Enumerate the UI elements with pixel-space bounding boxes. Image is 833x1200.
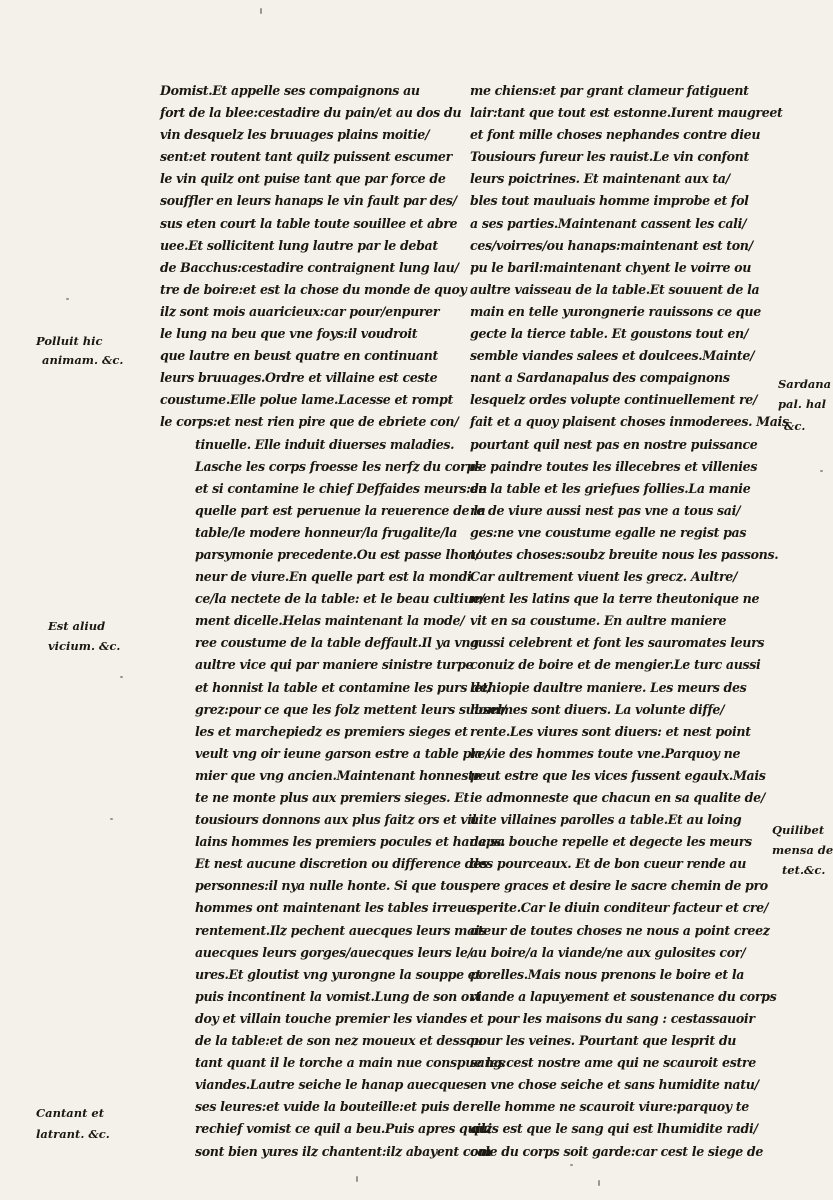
- paper-speck: [356, 1176, 358, 1182]
- text-line: tousiours donnons aux plus faitz ors et vil: [195, 812, 477, 828]
- text-line: re de viure aussi nest pas vne a tous sai/: [470, 502, 741, 518]
- text-line: mier que vng ancien.Maintenant honneste: [195, 767, 482, 783]
- text-line: Domist.Et appelle ses compaignons au: [160, 83, 420, 98]
- text-line: conuiz de boire et de mengier.Le turc aussi: [470, 657, 761, 673]
- text-line: grez:pour ce que les folz mettent leurs subsel/: [195, 701, 506, 717]
- text-line: ment dicelle.Helas maintenant la mode/: [195, 613, 465, 629]
- text-line: sus eten court la table toute souillee et abre: [160, 215, 458, 231]
- text-line: aultre vice qui par maniere sinistre turpe: [195, 657, 474, 673]
- text-line: auecques leurs gorges/auecques leurs le/: [195, 944, 472, 960]
- text-line: de sa bouche repelle et degecte les meurs: [470, 834, 752, 850]
- text-line: souffler en leurs hanaps le vin fault par des/: [160, 193, 457, 209]
- paper-speck: [110, 818, 113, 820]
- margin-note: mensa de: [772, 843, 833, 857]
- paper-speck: [260, 8, 262, 14]
- paper-speck: [120, 676, 123, 678]
- text-line: rentement.Ilz pechent auecques leurs mais: [195, 922, 487, 938]
- text-line: neur de viure.En quelle part est la mondi: [195, 569, 472, 585]
- text-line: pourtant quil nest pas en nostre puissance: [470, 436, 758, 452]
- text-line: ment les latins que la terre theutonique ne: [470, 591, 760, 607]
- text-line: Tousiours fureur les rauist.Le vin confont: [470, 149, 749, 165]
- text-line: lair:tant que tout est estonne.Iurent maugreet: [470, 105, 783, 121]
- margin-note: pal. hal: [778, 397, 827, 411]
- text-line: tinuelle. Elle induit diuerses maladies.: [195, 436, 455, 452]
- text-line: viandes.Lautre seiche le hanap auecques: [195, 1077, 471, 1093]
- paper-speck: [598, 1180, 600, 1186]
- text-line: quis est que le sang qui est lhumidite radi/: [470, 1121, 758, 1137]
- margin-note: tet.&c.: [782, 863, 826, 877]
- margin-note: latrant. &c.: [36, 1127, 110, 1141]
- text-line: main en telle yurongnerie rauissons ce que: [470, 303, 761, 319]
- text-line: relle homme ne scauroit viure:parquoy te: [470, 1099, 749, 1115]
- text-line: table/le modere honneur/la frugalite/la: [195, 524, 458, 540]
- text-line: et si contamine le chief Deffaides meurs:en: [195, 480, 487, 496]
- text-line: pu le baril:maintenant chyent le voirre ou: [470, 259, 751, 275]
- text-line: te ne monte plus aux premiers sieges. Et: [195, 790, 469, 805]
- text-line: ilz sont mois auaricieux:car pour/enpurer: [160, 303, 440, 319]
- text-line: aussi celebrent et font les sauromates leurs: [470, 635, 765, 651]
- text-line: ce/la nectete de la table: et le beau cultiue/: [195, 591, 485, 607]
- text-line: me chiens:et par grant clameur fatiguent: [470, 83, 749, 98]
- text-line: de paindre toutes les illecebres et villenies: [470, 458, 758, 474]
- text-line: hommes sont diuers. La volunte diffe/: [470, 701, 725, 717]
- text-line: leurs poictrines. Et maintenant aux ta/: [470, 171, 730, 187]
- text-line: porelles.Mais nous prenons le boire et la: [470, 966, 745, 982]
- text-line: le vin quilz ont puise tant que par force de: [160, 171, 446, 187]
- text-line: sperite.Car le diuin conditeur facteur et cre/: [470, 900, 769, 916]
- text-line: aultre vaisseau de la table.Et souuent de la: [470, 281, 760, 297]
- text-line: fort de la blee:cestadire du pain/et au dos du: [160, 105, 462, 121]
- text-line: ree coustume de la table deffault.Il ya vng: [195, 635, 479, 651]
- text-line: au boire/a la viande/ne aux gulosites cor/: [470, 944, 746, 960]
- text-line: le corps:et nest rien pire que de ebriete con/: [160, 414, 459, 430]
- text-line: le lung na beu que vne foys:il voudroit: [160, 326, 418, 342]
- text-line: bles tout mauluais homme improbe et fol: [470, 193, 749, 209]
- text-line: Lasche les corps froesse les nerfz du corps: [195, 458, 482, 474]
- text-line: que lautre en beust quatre en continuant: [160, 348, 438, 364]
- text-line: ateur de toutes choses ne nous a point creez: [470, 922, 770, 938]
- text-line: tant quant il le torche a main nue conspue les: [195, 1055, 505, 1071]
- text-line: rechief vomist ce quil a beu.Puis apres quilz: [195, 1121, 492, 1137]
- text-line: et honnist la table et contamine les purs de/: [195, 679, 492, 695]
- text-line: parsymonie precedente.Ou est passe lhon/: [195, 546, 480, 562]
- text-line: Et nest aucune discretion ou difference des: [195, 856, 488, 872]
- margin-note: vicium. &c.: [48, 639, 121, 653]
- text-line: hommes ont maintenant les tables irreue: [195, 900, 474, 916]
- text-line: lesquelz ordes volupte continuellement re/: [470, 392, 758, 408]
- margin-note: animam. &c.: [42, 353, 124, 367]
- text-line: de Bacchus:cestadire contraignent lung lau/: [160, 259, 459, 275]
- paper-speck: [820, 470, 823, 472]
- text-line: de la table:et de son nez moueux et dessou: [195, 1033, 483, 1049]
- margin-note: Polluit hic: [36, 334, 103, 348]
- text-line: gecte la tierce table. Et goustons tout en/: [470, 326, 749, 342]
- text-line: des pourceaux. Et de bon cueur rende au: [470, 856, 747, 872]
- margin-note: Cantant et: [36, 1106, 105, 1120]
- text-line: ses leures:et vuide la bouteille:et puis de: [195, 1099, 470, 1115]
- text-line: sang:cest nostre ame qui ne scauroit estre: [470, 1055, 756, 1071]
- text-line: vit en sa coustume. En aultre maniere: [470, 613, 727, 629]
- margin-note: Est aliud: [48, 619, 106, 633]
- text-line: sont bien yures ilz chantent:ilz abayent com: [195, 1143, 492, 1159]
- text-line: la vie des hommes toute vne.Parquoy ne: [470, 745, 741, 761]
- text-line: vin desquelz les bruuages plains moitie/: [160, 127, 430, 143]
- text-line: uee.Et sollicitent lung lautre par le debat: [160, 237, 438, 253]
- text-line: tre de boire:et est la chose du monde de quoy: [160, 281, 467, 297]
- text-line: viande a lapuyement et soustenance du corps: [470, 988, 777, 1004]
- text-line: cale du corps soit garde:car cest le siege de: [470, 1143, 764, 1159]
- paper-speck: [570, 1164, 573, 1166]
- text-line: en vne chose seiche et sans humidite natu/: [470, 1077, 759, 1093]
- text-line: leurs bruuages.Ordre et villaine est ceste: [160, 370, 438, 386]
- text-line: puis incontinent la vomist.Lung de son ort: [195, 988, 481, 1004]
- text-line: peut estre que les vices fussent egaulx.Mais: [470, 767, 766, 783]
- text-line: personnes:il nya nulle honte. Si que tous: [195, 878, 470, 894]
- text-line: quelle part est peruenue la reuerence de la: [195, 502, 486, 518]
- margin-note: Quilibet: [772, 823, 825, 837]
- text-line: ures.Et gloutist vng yurongne la souppe et: [195, 966, 481, 982]
- paper-speck: [66, 298, 69, 300]
- text-column-right: [466, 80, 788, 1163]
- text-line: uite villaines parolles a table.Et au loing: [470, 812, 742, 828]
- text-line: pour les veines. Pourtant que lesprit du: [470, 1033, 737, 1049]
- text-line: les et marchepiedz es premiers sieges et: [195, 723, 468, 739]
- text-line: fait et a quoy plaisent choses inmoderees. Mais: [470, 414, 789, 430]
- margin-note: &c.: [784, 419, 806, 433]
- text-line: nant a Sardanapalus des compaignons: [470, 370, 730, 386]
- text-line: semble viandes salees et doulcees.Mainte/: [470, 348, 755, 364]
- text-line: rente.Les viures sont diuers: et nest point: [470, 723, 751, 739]
- text-line: Car aultrement viuent les grecz. Aultre/: [470, 569, 738, 585]
- text-line: doy et villain touche premier les viandes: [195, 1010, 467, 1026]
- text-line: et font mille choses nephandes contre dieu: [470, 127, 761, 143]
- text-line: veult vng oir ieune garson estre a table pre/: [195, 745, 490, 761]
- text-line: lethiopie daultre maniere. Les meurs des: [470, 679, 747, 695]
- text-line: de la table et les griefues follies.La manie: [470, 480, 751, 496]
- text-line: lains hommes les premiers pocules et hanaps.: [195, 834, 506, 850]
- text-line: a ses parties.Maintenant cassent les cali/: [470, 215, 747, 231]
- text-column-left: [145, 80, 506, 1163]
- text-line: et pour les maisons du sang : cestassauoir: [470, 1010, 755, 1026]
- text-line: ie admonneste que chacun en sa qualite de/: [470, 790, 766, 805]
- text-line: ges:ne vne coustume egalle ne regist pas: [470, 524, 747, 540]
- margin-note: Sardana: [778, 377, 832, 391]
- text-line: ces/voirres/ou hanaps:maintenant est ton/: [470, 237, 753, 253]
- text-line: sent:et routent tant quilz puissent escumer: [160, 149, 452, 165]
- text-line: toutes choses:soubz breuite nous les passons.: [470, 546, 779, 562]
- text-line: pere graces et desire le sacre chemin de pro: [470, 878, 768, 894]
- text-line: coustume.Elle polue lame.Lacesse et rompt: [160, 392, 453, 408]
